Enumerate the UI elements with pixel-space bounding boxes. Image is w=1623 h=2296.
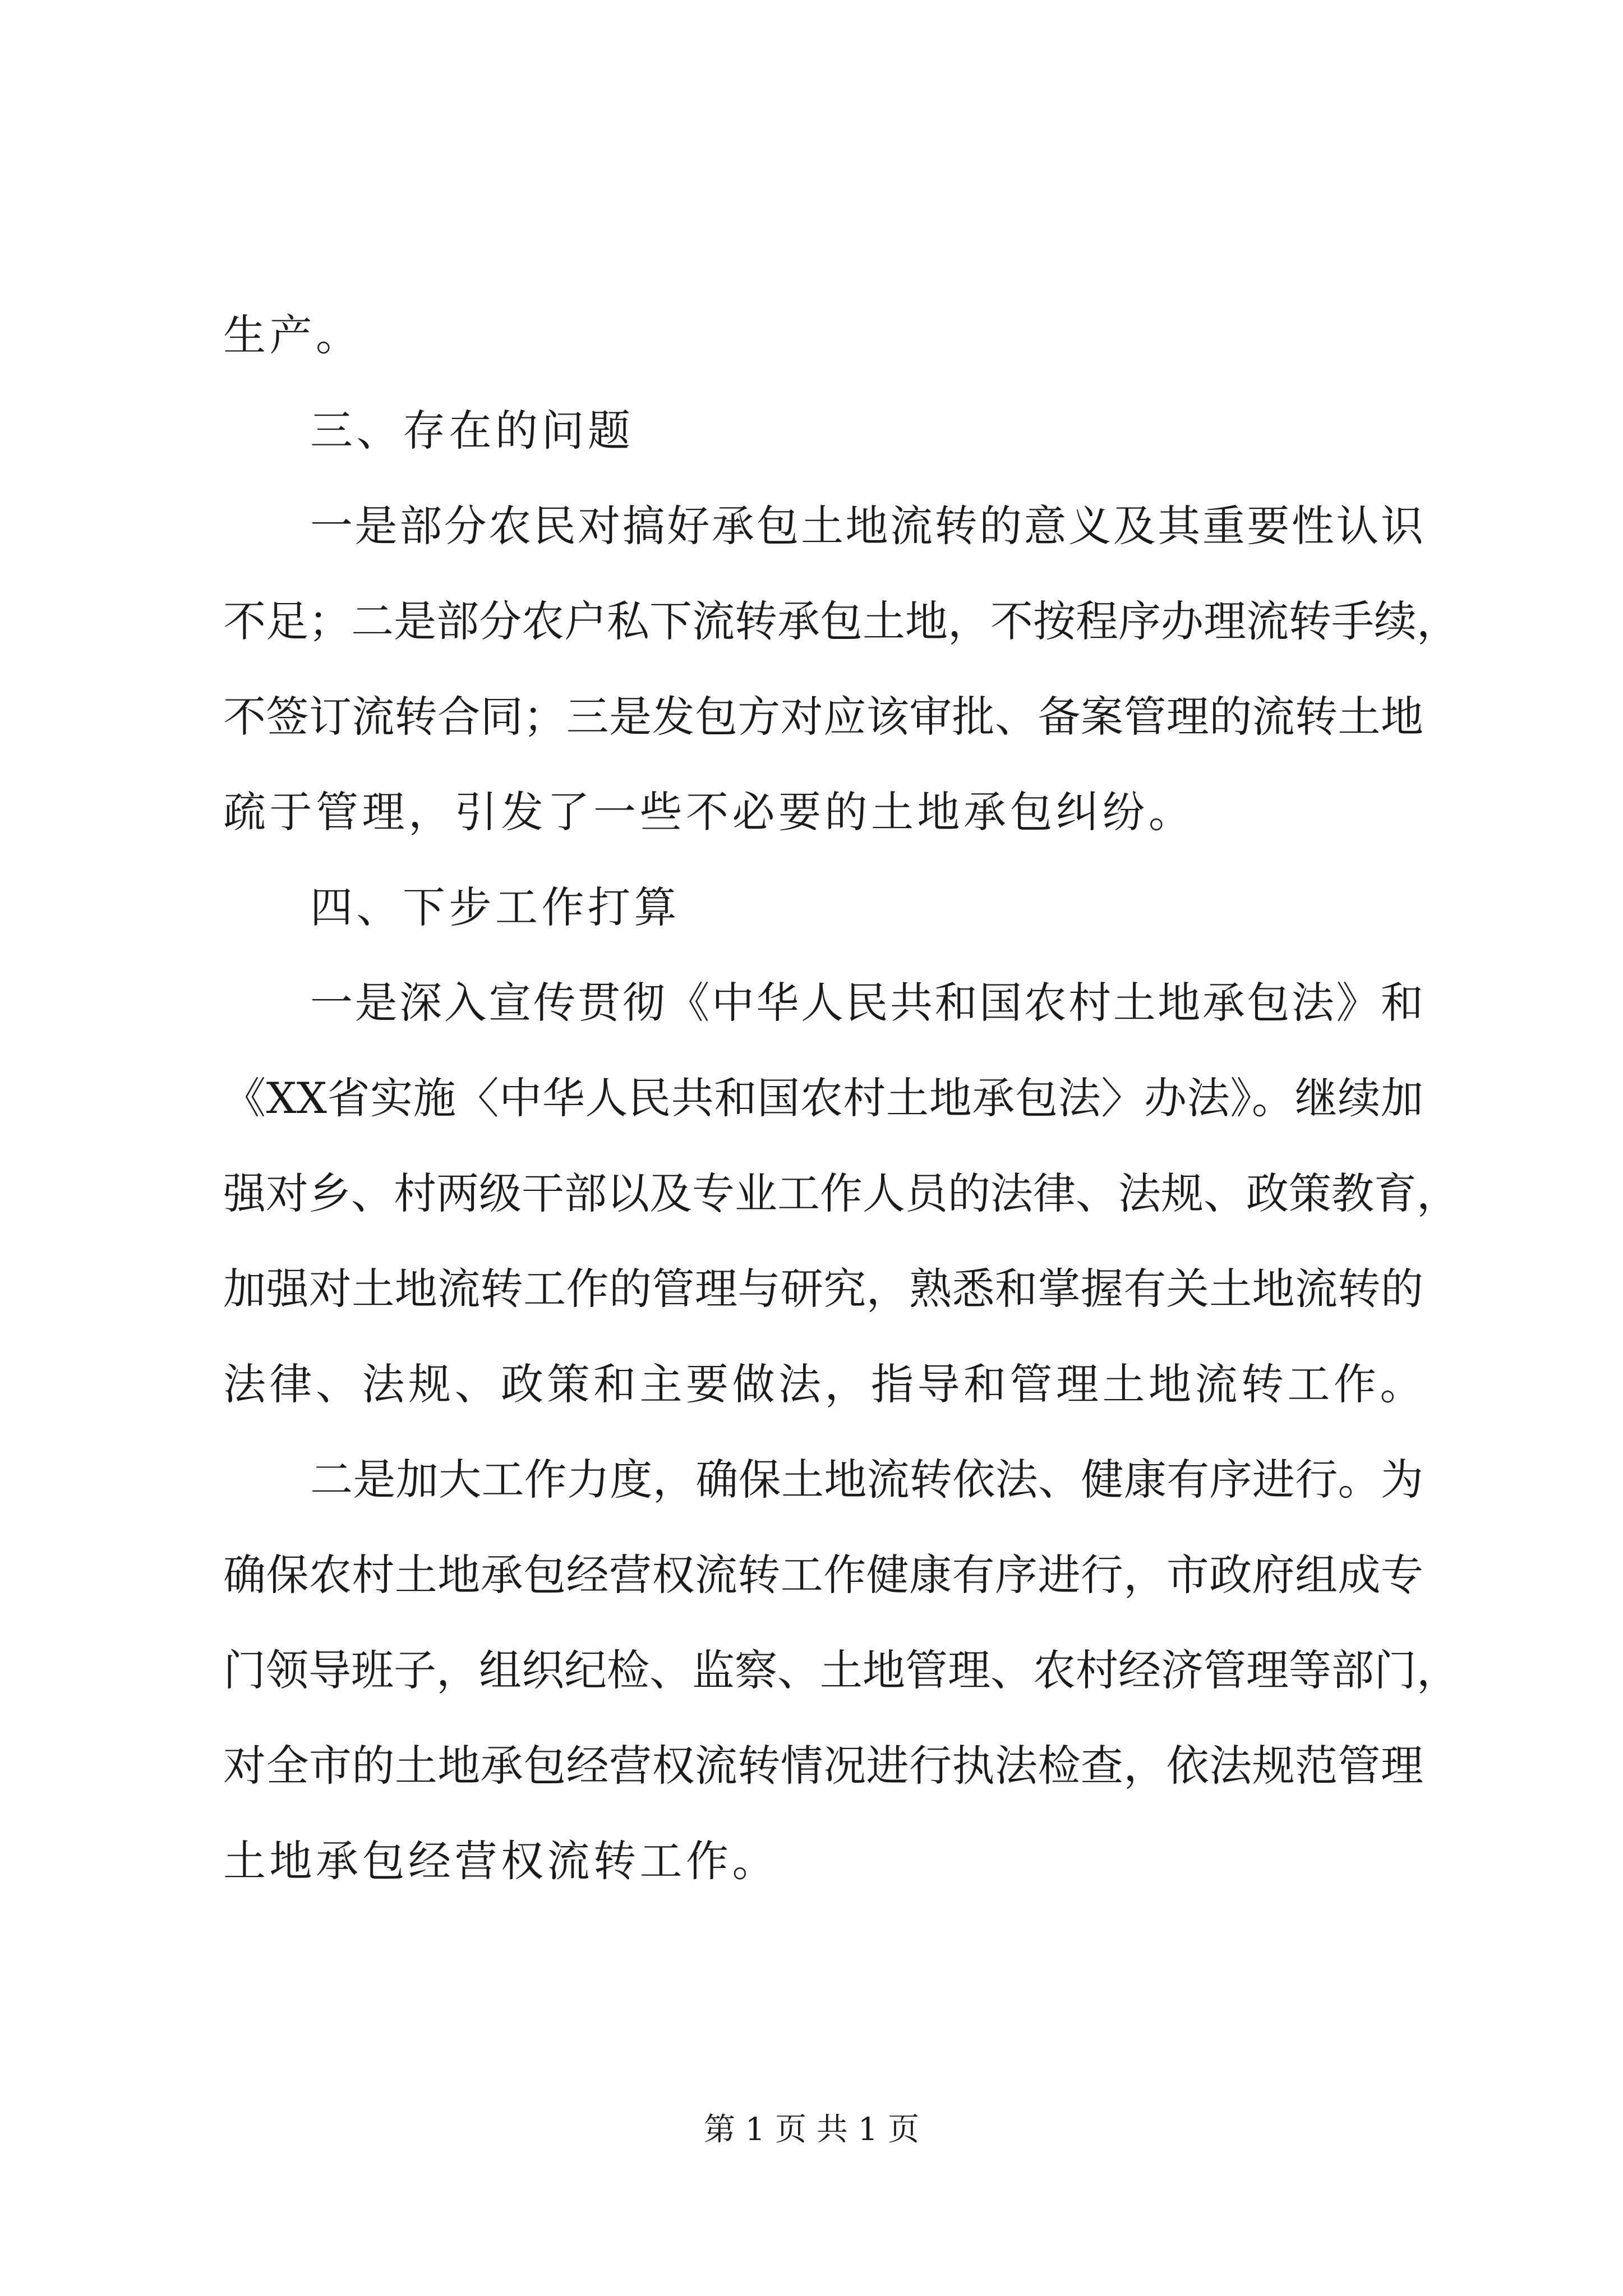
text-line: 二是加大工作力度，确保土地流转依法、健康有序进行。为: [310, 1455, 1423, 1504]
text-line: 加强对土地流转工作的管理与研究，熟悉和掌握有关土地流转的: [223, 1264, 1423, 1314]
text-line: 一是部分农民对搞好承包土地流转的意义及其重要性认识: [310, 501, 1423, 551]
text-line: 不足；二是部分农户私下流转承包土地，不按程序办理流转手续，: [223, 596, 1459, 646]
text-line: 一是深入宣传贯彻《中华人民共和国农村土地承包法》和: [310, 978, 1423, 1028]
text-line: 强对乡、村两级干部以及专业工作人员的法律、法规、政策教育，: [223, 1168, 1459, 1218]
text-line: 生产。: [223, 310, 362, 360]
section-heading: 四、下步工作打算: [310, 882, 680, 932]
text-line: 疏于管理，引发了一些不必要的土地承包纠纷。: [223, 787, 1195, 837]
text-line: 法律、法规、政策和主要做法，指导和管理土地流转工作。: [223, 1359, 1426, 1409]
text-line: 不签订流转合同；三是发包方对应该审批、备案管理的流转土地: [223, 692, 1423, 742]
text-line: 土地承包经营权流转工作。: [223, 1836, 778, 1886]
text-line: 《XX省实施〈中华人民共和国农村土地承包法〉办法》。继续加: [223, 1073, 1423, 1123]
text-line: 门领导班子，组织纪检、监察、土地管理、农村经济管理等部门，: [223, 1645, 1459, 1695]
text-line: 确保农村土地承包经营权流转工作健康有序进行，市政府组成专: [223, 1550, 1423, 1600]
section-heading: 三、存在的问题: [310, 406, 634, 455]
page-number-footer: 第 1 页 共 1 页: [703, 2111, 920, 2148]
text-line: 对全市的土地承包经营权流转情况进行执法检查，依法规范管理: [223, 1741, 1423, 1791]
